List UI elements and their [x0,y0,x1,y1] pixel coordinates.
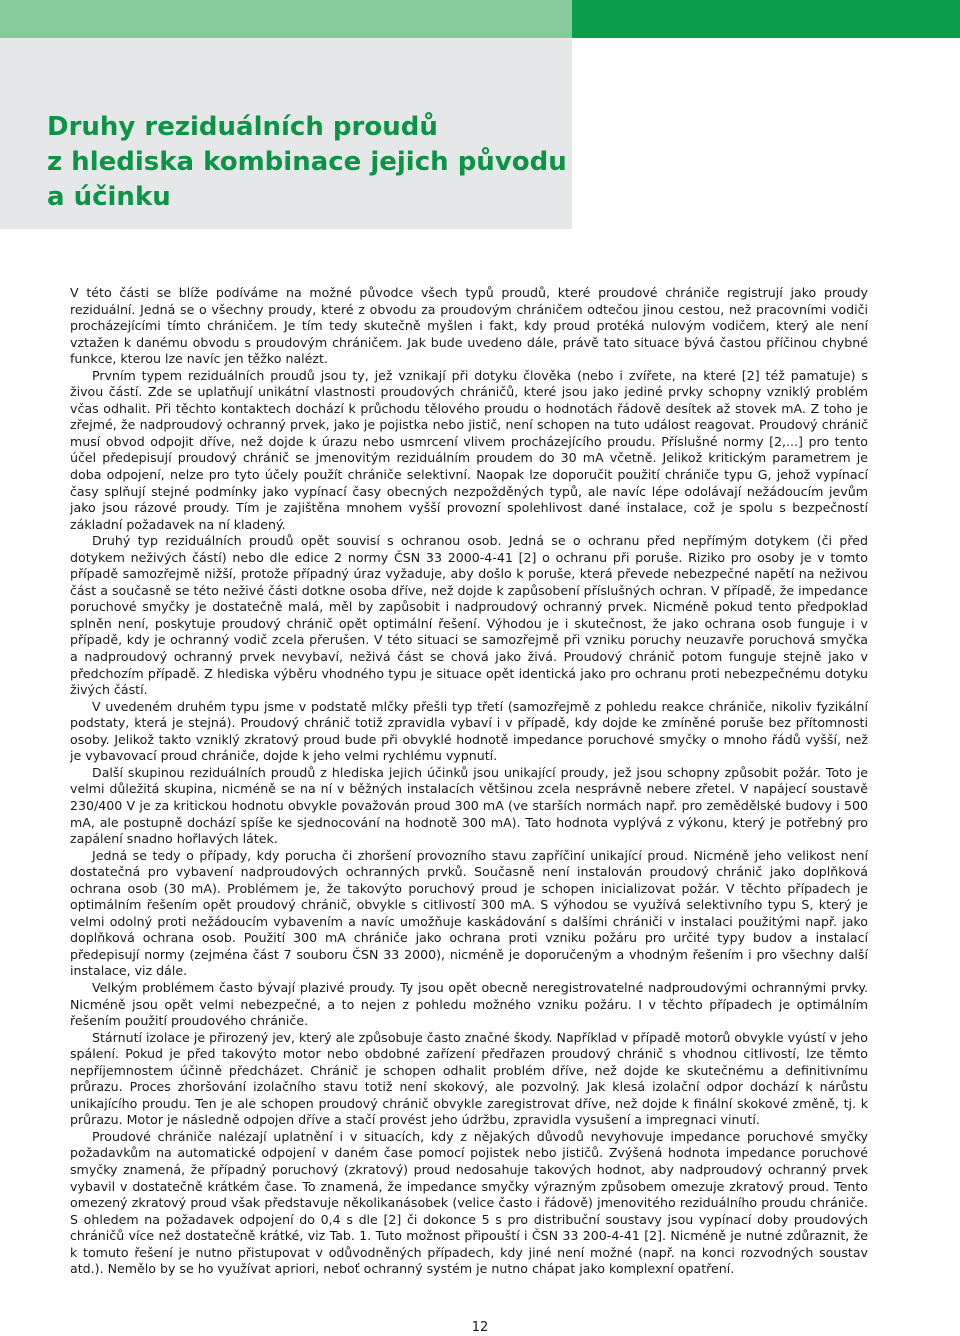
page-title-line-2: z hlediska kombinace jejich původu [47,147,567,177]
title-block [0,38,572,229]
paragraph: Jedná se tedy o případy, kdy porucha či zhoršení provozního stavu zapříčiní unikající proud. Nicméně jeho velikost není dostatečná pro vybavení nadproudových ochranných prvků. Současně není instalován proudový chránič jako doplňková ochrana osob (30 mA). Problémem je, že takovýto poruchový proud je schopen inicializovat požár. V těchto případech je optimálním řešením opět proudový chránič, obvykle s citlivostí 300 mA. S výhodou se využívá selektivního typu S, který je velmi odolný proti nežádoucím vybavením a navíc umožňuje kaskádování s dalšími chrániči v instalaci použitými např. jako doplňková ochrana osob. Použití 300 mA chrániče jako ochrana proti vzniku požáru pro určité typy budov a instalací předepisují normy (zejména část 7 souboru ČSN 33 2000), nicméně je doporučeným a vhodným řešením i pro všechny další instalace, viz dále. [70,847,868,979]
header-band-dark [572,0,960,38]
paragraph-intro: V této části se blíže podíváme na možné původce všech typů proudů, které proudové chrániče registrují jako proudy reziduální. Jedná se o všechny proudy, které z obvodu za proudovým chráničem odtečou jinou cestou, než pracovními vodiči procházejícími tímto chráničem. Je tím tedy skutečně myšlen i fakt, kdy proud protéká nulovým vodičem, který ale není vztažen k danému obvodu s proudovým chráničem. Jak bude uvedeno dále, právě tato situace bývá častou příčinou chybné funkce, kterou lze navíc jen těžko nalézt. [70,285,868,367]
header-band-light [0,0,572,38]
paragraph: Velkým problémem často bývají plazivé proudy. Ty jsou opět obecně neregistrovatelné nadproudovými ochrannými prvky. Nicméně jsou opět velmi nebezpečné, a to nejen z pohledu možného vzniku požáru. I v těchto případech je optimálním řešením použití proudového chrániče. [70,979,868,1029]
paragraph: V uvedeném druhém typu jsme v podstatě mlčky přešli typ třetí (samozřejmě z pohledu reakce chrániče, nikoliv fyzikální podstaty, která je stejná). Proudový chránič totiž zpravidla vybaví i v případě, kdy dojde ke zmíněné poruše bez přítomnosti osoby. Jelikož takto vzniklý zkratový proud bude při obvyklé hodnotě impedance poruchové smyčky o mnoho řádů vyšší, než je vybavovací proud chrániče, dojde k jeho velmi rychlému vypnutí. [70,698,868,764]
paragraph: Druhý typ reziduálních proudů opět souvisí s ochranou osob. Jedná se o ochranu před nepřímým dotykem (či před dotykem neživých částí) nebo dle edice 2 normy ČSN 33 2000-4-41 [2] o ochranu při poruše. Riziko pro osoby je v tomto případě samozřejmě nižší, protože případný úraz vyžaduje, aby došlo k poruše, která převede nebezpečné napětí na neživou část a současně se této neživé části dotkne osoba dříve, než dojde k zapůsobení příslušných ochran. V případě, že impedance poruchové smyčky je dostatečně malá, měl by zapůsobit i nadproudový ochranný prvek. Nicméně pokud tento předpoklad splněn není, poskytuje proudový chránič opět optimální řešení. Výhodou je i skutečnost, že jako ochrana osob funguje i v případě, kdy je ochranný vodič zcela přerušen. V této situaci se samozřejmě při vzniku poruchy neuzavře poruchová smyčka a nadproudový ochranný prvek nevybaví, neživá část se chová jako živá. Proudový chránič potom funguje stejně jako v předchozím případě. Z hlediska výběru vhodného typu je situace opět identická jako pro ochranu proti nebezpečnému dotyku živých částí. [70,533,868,698]
page-title-line-1: Druhy reziduálních proudů [47,112,438,142]
page-number: 12 [471,1320,489,1335]
paragraph: Prvním typem reziduálních proudů jsou ty, jež vznikají při dotyku člověka (nebo i zvířete, na které [2] též pamatuje) s živou částí. Zde se uplatňují unikátní vlastnosti proudových chráničů, které jsou jako jediné prvky schopny vzniklý problém včas odhalit. Při těchto kontaktech dochází k průchodu tělového proudu o hodnotách řádově desítek až stovek mA. Z toho je zřejmé, že nadproudový ochranný prvek, jako je pojistka nebo jistič, není schopen na tuto událost reagovat. Proudový chránič musí obvod odpojit dříve, než dojde k úrazu nebo usmrcení vlivem procházejícího proudu. Příslušné normy [2,...] pro tento účel předepisují proudový chránič se jmenovitým reziduálním proudem do 30 mA včetně. Jelikož kritickým parametrem je doba odpojení, nelze pro tyto účely použít chrániče selektivní. Naopak lze doporučit použití chrániče typu G, jehož vypínací časy splňují stejné podmínky jako vypínací časy obecných nezpožděných typů, ale navíc lépe odolávají nežádoucím jevům jako jsou rázové proudy. Tím je zajištěna mnohem vyšší provozní spolehlivost dané instalace, což je spolu s bezpečností základní požadavek na ní kladený. [70,367,868,532]
paragraph: Další skupinou reziduálních proudů z hlediska jejich účinků jsou unikající proudy, jež jsou schopny způsobit požár. Toto je velmi důležitá skupina, nicméně se na ní v běžných instalacích většinou zcela nesprávně nebere zřetel. V napájecí soustavě 230/400 V je za kritickou hodnotu obvykle považován proud 300 mA (ve starších normách např. pro zemědělské budovy i 500 mA, ale postupně dochází spíše ke sjednocování na hodnotě 300 mA). Tato hodnota vyplývá z výkonu, který je potřebný pro zapálení snadno hořlavých látek. [70,764,868,847]
paragraph: Proudové chrániče nalézají uplatnění i v situacích, kdy z nějakých důvodů nevyhovuje impedance poruchové smyčky požadavkům na automatické odpojení v daném čase pomocí pojistek nebo jističů. Zvýšená hodnota impedance poruchové smyčky znamená, že případný poruchový (zkratový) proud nedosahuje takových hodnot, aby nadproudový ochranný prvek vybavil v dostatečně krátkém čase. To znamená, že impedance smyčky výrazným způsobem omezuje zkratový proud. Tento omezený zkratový proud však představuje několikanásobek (velice často i řádově) jmenovitého reziduálního proudu chrániče. S ohledem na požadavek odpojení do 0,4 s dle [2] či dokonce 5 s pro distribuční soustavy jsou vypínací doby proudových chráničů více než dostatečně krátké, viz Tab. 1. Tuto možnost připouští i ČSN 33 200-4-41 [2]. Nicméně je nutné zdůraznit, že k tomuto řešení je nutno přistupovat v odůvodněných případech, kdy jiné není možné (např. na konci rozvodných soustav atd.). Nemělo by se ho využívat apriori, neboť ochranný systém je nutno chápat jako komplexní opatření. [70,1128,868,1277]
paragraph: Stárnutí izolace je přirozený jev, který ale způsobuje často značné škody. Například v případě motorů obvykle vyústí v jeho spálení. Pokud je před takovýto motor nebo obdobné zařízení předřazen proudový chránič s vhodnou citlivostí, lze těmto nepříjemnostem účinně předcházet. Chránič je schopen odhalit problém dříve, než dojde ke skutečnému a definitivnímu průrazu. Proces zhoršování izolačního stavu totiž není skokový, ale pozvolný. Jak klesá izolační odpor dochází k nárůstu unikajícího proudu. Ten je ale schopen proudový chránič obvykle zaregistrovat dříve, než dojde k finální skokové změně, tj. k průrazu. Motor je následně odpojen dříve a stačí provést jeho údržbu, zpravidla vysušení a impregnaci vinutí. [70,1029,868,1128]
article-body [70,285,868,1278]
page-title-line-3: a účinku [47,182,171,212]
